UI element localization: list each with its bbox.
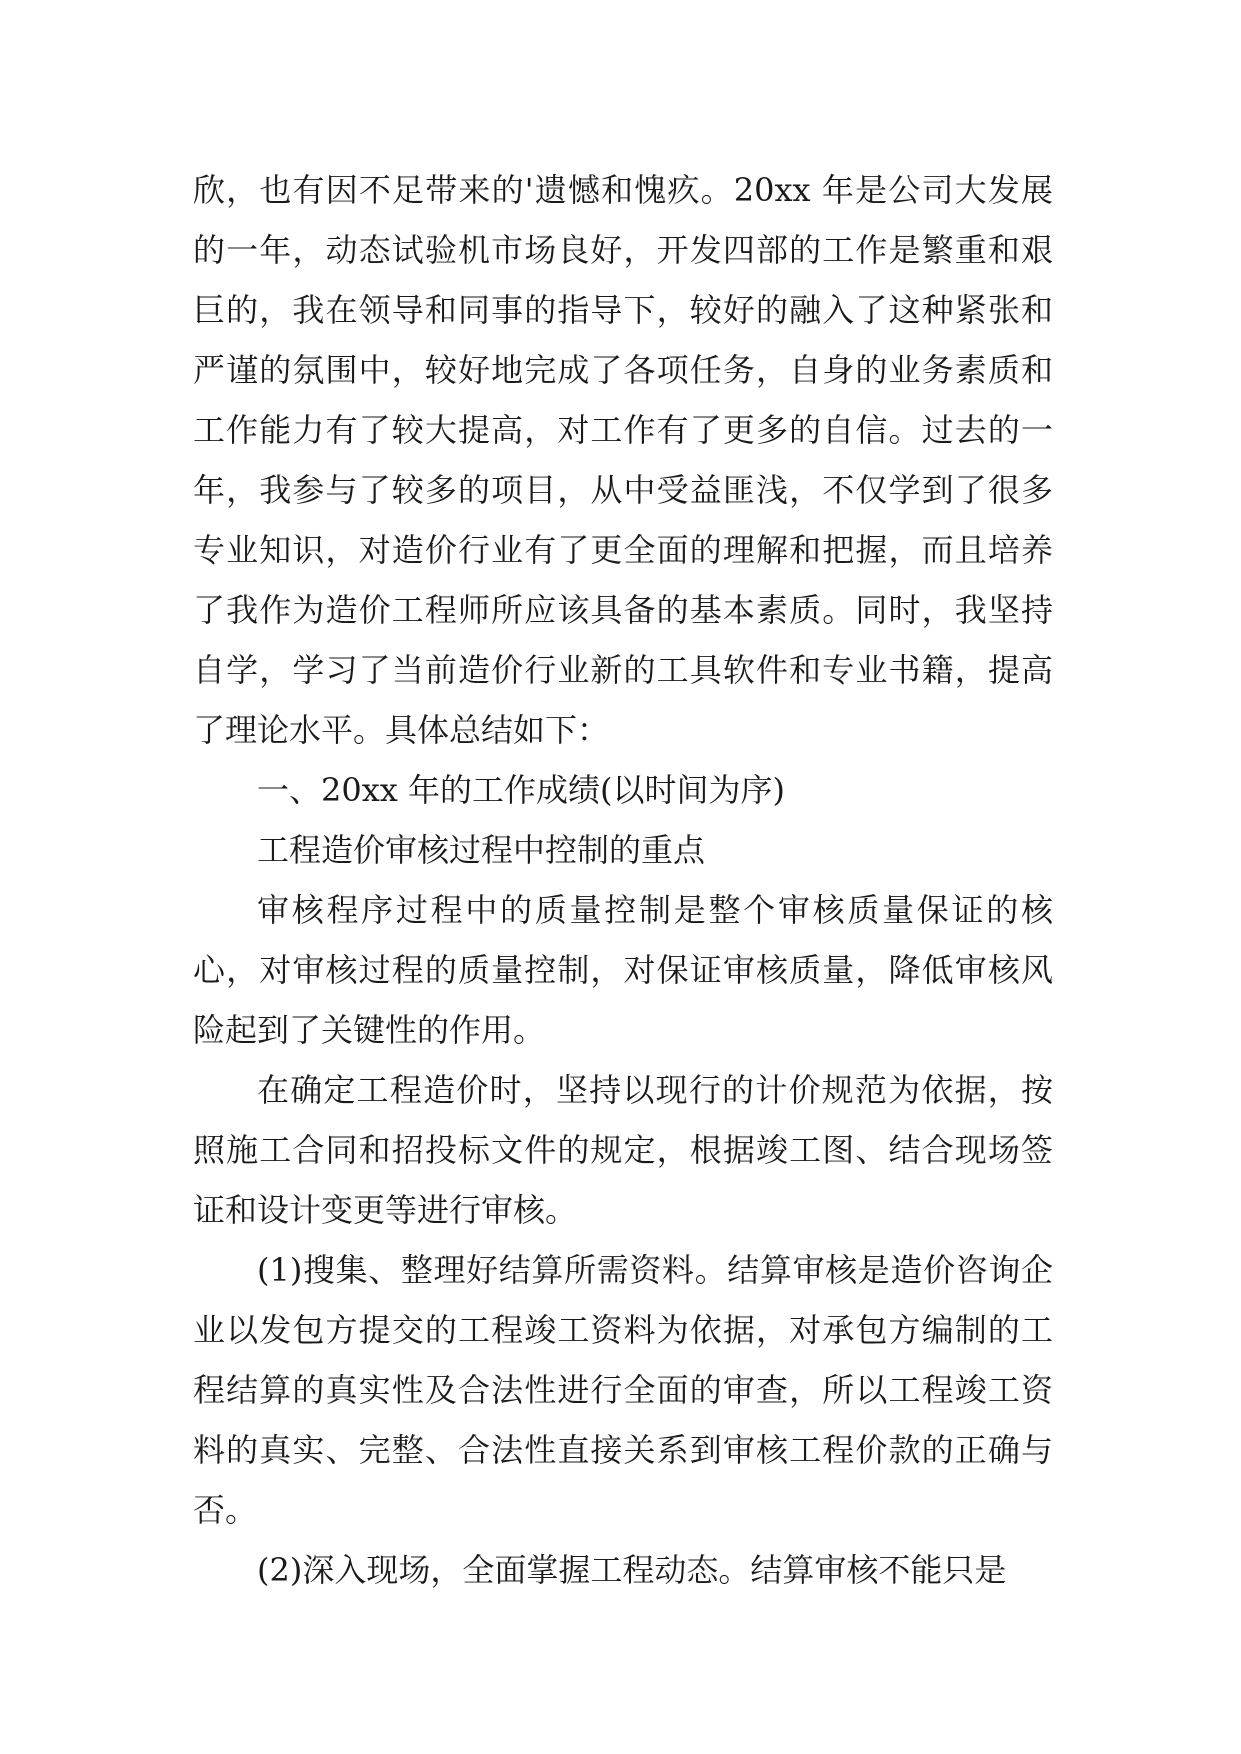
subheading-audit-focus: 工程造价审核过程中控制的重点 xyxy=(257,831,706,869)
paragraph-pricing-basis: 在确定工程造价时，坚持以现行的计价规范为依据，按照施工合同和招投标文件的规定，根据竣工图、结合现场签证和设计变更等进行审核。 xyxy=(193,1071,1053,1229)
paragraph-item-2: (2)深入现场，全面掌握工程动态。结算审核不能只是 xyxy=(257,1551,1007,1589)
paragraph-item-1: (1)搜集、整理好结算所需资料。结算审核是造价咨询企业以发包方提交的工程竣工资料为依据，对承包方编制的工程结算的真实性及合法性进行全面的审查，所以工程竣工资料的真实、完整、合法性直接关系到审核工程价款的正确与否。 xyxy=(193,1251,1053,1529)
paragraph-intro: 欣，也有因不足带来的'遗憾和愧疚。20xx 年是公司大发展的一年，动态试验机市场良好，开发四部的工作是繁重和艰巨的，我在领导和同事的指导下，较好的融入了这种紧张和严谨的氛围中，较好地完成了各项任务，自身的业务素质和工作能力有了较大提高，对工作有了更多的自信。过去的一年，我参与了较多的项目，从中受益匪浅，不仅学到了很多专业知识，对造价行业有了更全面的理解和把握，而且培养了我作为造价工程师所应该具备的基本素质。同时，我坚持自学，学习了当前造价行业新的工具软件和专业书籍，提高了理论水平。具体总结如下： xyxy=(193,171,1053,749)
section-heading-achievements: 一、20xx 年的工作成绩(以时间为序) xyxy=(257,771,785,809)
document-body xyxy=(193,160,1053,1600)
paragraph-quality-control: 审核程序过程中的质量控制是整个审核质量保证的核心，对审核过程的质量控制，对保证审核质量，降低审核风险起到了关键性的作用。 xyxy=(193,891,1053,1049)
